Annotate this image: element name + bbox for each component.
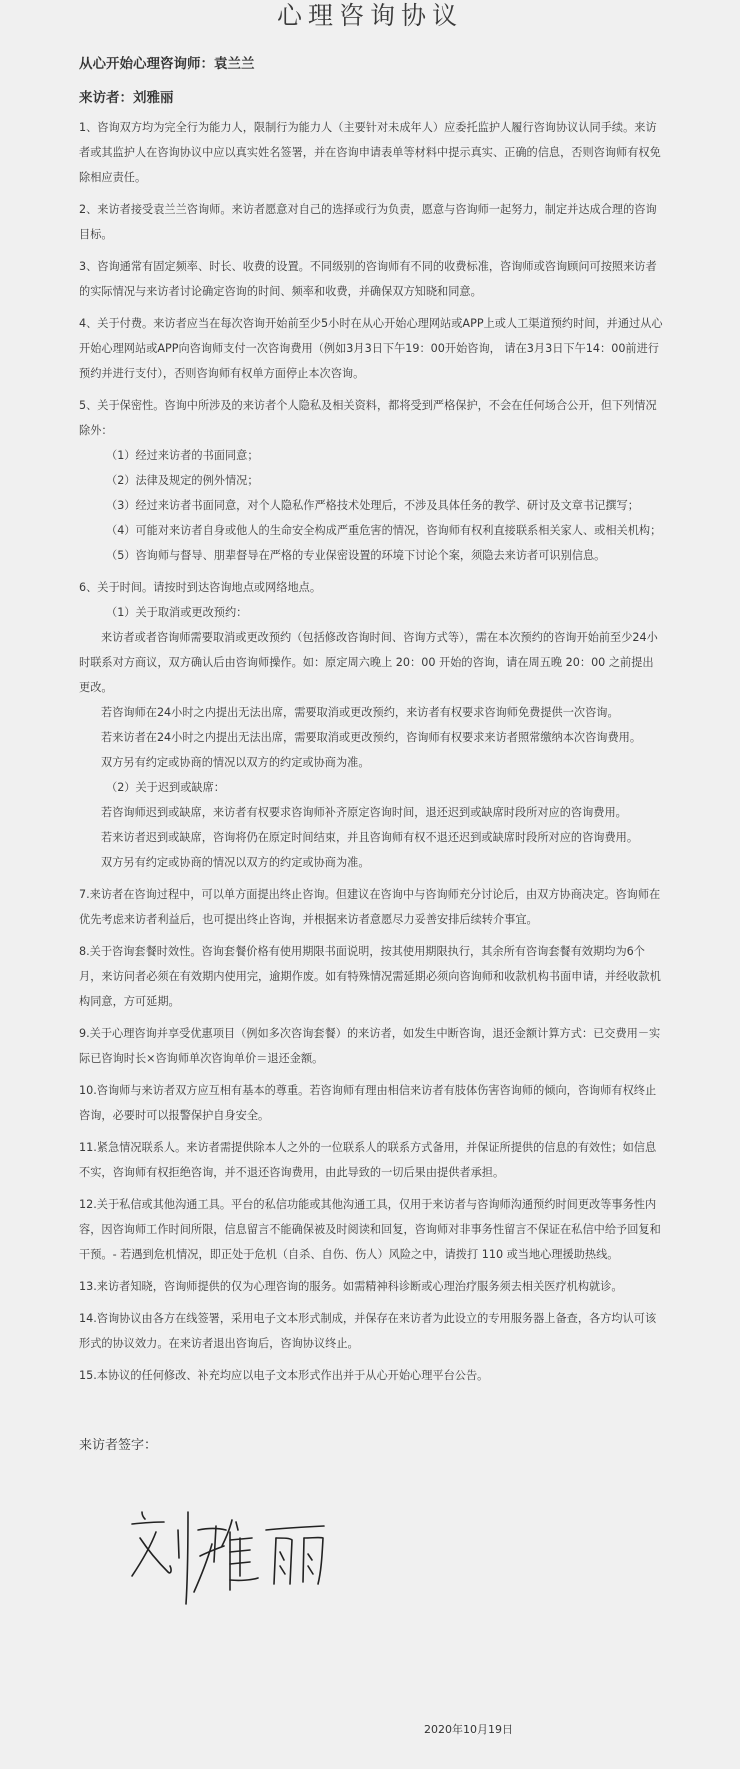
clause-1: 1、咨询双方均为完全行为能力人，限制行为能力人（主要针对未成年人）应委托监护人履行咨询协议认同手续。来访者或其监护人在咨询协议中应以真实姓名签署，并在咨询申请表单等材料中提示真实、正确的信息，否则咨询师有权免除相应责任。 <box>79 121 661 184</box>
clause-9: 9.关于心理咨询并享受优惠项目（例如多次咨询套餐）的来访者，如发生中断咨询，退还金额计算方式：已交费用－实际已咨询时长×咨询师单次咨询单价＝退还金额。 <box>79 1027 661 1065</box>
clause-6-paragraph: 若咨询师迟到或缺席，来访者有权要求咨询师补齐原定咨询时间，退还迟到或缺席时段所对应的咨询费用。 <box>101 806 627 819</box>
clause-15: 15.本协议的任何修改、补充均应以电子文本形式作出并于从心开始心理平台公告。 <box>79 1369 489 1382</box>
clause-5-item: （4）可能对来访者自身或他人的生命安全构成严重危害的情况，咨询师有权利直接联系相关家人、或相关机构； <box>106 524 662 537</box>
clause-6-paragraph: 若来访者迟到或缺席，咨询将仍在原定时间结束，并且咨询师有权不退还迟到或缺席时段所对应的咨询费用。 <box>101 831 639 844</box>
clause-12: 12.关于私信或其他沟通工具。平台的私信功能或其他沟通工具，仅用于来访者与咨询师沟通预约时间更改等事务性内容，因咨询师工作时间所限，信息留言不能确保被及时阅读和回复，咨询师对非事务性留言不保证在私信中给予回复和干预。- 若遇到危机情况，即正处于危机（自杀、自伤、伤人）风险之中，请拨打 110 或当地心理援助热线。 <box>79 1198 661 1261</box>
clause-5-item: （5）咨询师与督导、朋辈督导在严格的专业保密设置的环境下讨论个案，须隐去来访者可识别信息。 <box>106 549 606 562</box>
clause-13: 13.来访者知晓，咨询师提供的仅为心理咨询的服务。如需精神科诊断或心理治疗服务须去相关医疗机构就诊。 <box>79 1280 623 1293</box>
clause-8: 8.关于咨询套餐时效性。咨询套餐价格有使用期限书面说明，按其使用期限执行，其余所有咨询套餐有效期均为6个月，来访问者必须在有效期内使用完，逾期作废。如有特殊情况需延期必须向咨询师和收款机构书面申请，并经收款机构同意，方可延期。 <box>79 945 661 1008</box>
clause-6-paragraph: 若来访者在24小时之内提出无法出席，需要取消或更改预约，咨询师有权要求来访者照常缴纳本次咨询费用。 <box>101 731 642 744</box>
clause-6-paragraph: 双方另有约定或协商的情况以双方的约定或协商为准。 <box>101 756 370 769</box>
clause-6-paragraph: 来访者或者咨询师需要取消或更改预约（包括修改咨询时间、咨询方式等），需在本次预约的咨询开始前至少24小时联系对方商议，双方确认后由咨询师操作。如：原定周六晚上 20：00 开始的咨询，请在周五晚 20：00 之前提出更改。 <box>79 631 658 694</box>
clause-5-item: （3）经过来访者书面同意，对个人隐私作严格技术处理后，不涉及具体任务的教学、研讨及文章书记撰写； <box>106 499 639 512</box>
clause-5: 5、关于保密性。咨询中所涉及的来访者个人隐私及相关资料，都将受到严格保护，不会在任何场合公开，但下列情况除外： <box>79 399 657 437</box>
page-title: 心理咨询协议 <box>276 1 463 30</box>
clause-6-paragraph: 双方另有约定或协商的情况以双方的约定或协商为准。 <box>101 856 370 869</box>
clause-5-item: （2）法律及规定的例外情况； <box>106 474 259 487</box>
agreement-body <box>79 115 663 1395</box>
clause-2: 2、来访者接受袁兰兰咨询师。来访者愿意对自己的选择或行为负责，愿意与咨询师一起努力，制定并达成合理的咨询目标。 <box>79 203 657 241</box>
clause-10: 10.咨询师与来访者双方应互相有基本的尊重。若咨询师有理由相信来访者有肢体伤害咨询师的倾向，咨询师有权终止咨询，必要时可以报警保护自身安全。 <box>79 1084 657 1122</box>
clause-5-item: （1）经过来访者的书面同意； <box>106 449 259 462</box>
clause-11: 11.紧急情况联系人。来访者需提供除本人之外的一位联系人的联系方式备用，并保证所提供的信息的有效性；如信息不实，咨询师有权拒绝咨询，并不退还咨询费用，由此导致的一切后果由提供者承担。 <box>79 1141 657 1179</box>
handwritten-signature <box>128 1500 338 1640</box>
counselor-line: 从心开始心理咨询师：袁兰兰 <box>79 56 255 72</box>
signature-label: 来访者签字： <box>79 1438 158 1453</box>
clause-4: 4、关于付费。来访者应当在每次咨询开始前至少5小时在从心开始心理网站或APP上或人工渠道预约时间，并通过从心开始心理网站或APP向咨询师支付一次咨询费用（例如3月3日下午19：00开始咨询， 请在3月3日下午14：00前进行预约并进行支付），否则咨询师有权单方面停止本次咨询。 <box>79 317 663 380</box>
clause-6-subheading: （1）关于取消或更改预约： <box>106 606 248 619</box>
clause-7: 7.来访者在咨询过程中，可以单方面提出终止咨询。但建议在咨询中与咨询师充分讨论后，由双方协商决定。咨询师在优先考虑来访者利益后，也可提出终止咨询，并根据来访者意愿尽力妥善安排后续转介事宜。 <box>79 888 661 926</box>
clause-6-paragraph: 若咨询师在24小时之内提出无法出席，需要取消或更改预约，来访者有权要求咨询师免费提供一次咨询。 <box>101 706 619 719</box>
signature-date: 2020年10月19日 <box>424 1723 513 1736</box>
clause-6-subheading: （2）关于迟到或缺席： <box>106 781 225 794</box>
visitor-line: 来访者：刘雅丽 <box>79 90 174 106</box>
clause-14: 14.咨询协议由各方在线签署，采用电子文本形式制成，并保存在来访者为此设立的专用服务器上备查，各方均认可该形式的协议效力。在来访者退出咨询后，咨询协议终止。 <box>79 1312 657 1350</box>
clause-6: 6、关于时间。请按时到达咨询地点或网络地点。 <box>79 581 322 594</box>
clause-3: 3、咨询通常有固定频率、时长、收费的设置。不同级别的咨询师有不同的收费标准，咨询师或咨询顾问可按照来访者的实际情况与来访者讨论确定咨询的时间、频率和收费，并确保双方知晓和同意。 <box>79 260 657 298</box>
